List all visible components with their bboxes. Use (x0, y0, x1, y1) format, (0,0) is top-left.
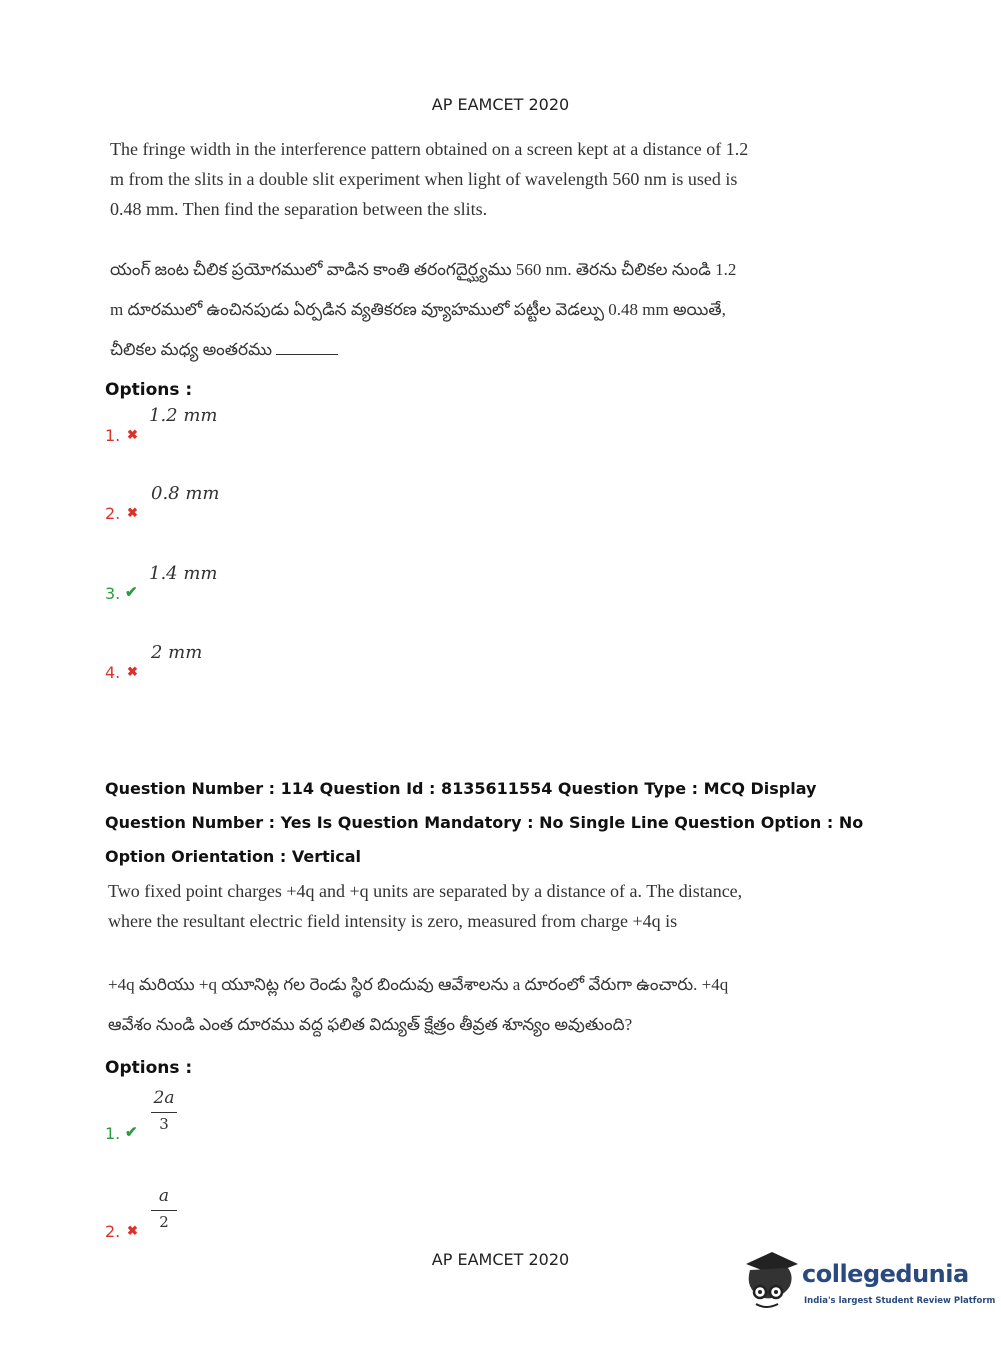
q1-option-4 (105, 642, 405, 682)
page-header: AP EAMCET 2020 (431, 95, 570, 114)
q1-option-2 (105, 483, 405, 523)
logo-tagline: India's largest Student Review Platform (804, 1296, 996, 1306)
option-value: 1.2 mm (149, 405, 218, 426)
answer-blank (276, 338, 338, 355)
fraction-denominator: 3 (159, 1115, 169, 1133)
options-heading-2: Options : (105, 1058, 193, 1078)
check-icon: ✔ (125, 1124, 138, 1141)
check-icon: ✔ (125, 584, 138, 601)
question-2-meta: Question Number : 114 Question Id : 8135611554 Question Type : MCQ Display Question Number : Yes Is Question Mandatory : No Single Line Question Option : No Option Orientation : Vertical (105, 779, 864, 866)
option-number: 3. (105, 584, 121, 603)
q2-option-1 (105, 1088, 405, 1143)
fraction-bar (151, 1210, 177, 1211)
cross-icon: ✖ (127, 664, 138, 679)
option-number: 4. (105, 663, 121, 682)
fraction-bar (151, 1112, 177, 1113)
cross-icon: ✖ (127, 1223, 138, 1238)
option-value: 1.4 mm (149, 563, 218, 584)
fraction (149, 1186, 179, 1231)
question-1-telugu (110, 250, 750, 370)
page-footer: AP EAMCET 2020 (431, 1250, 570, 1269)
q1-option-1 (105, 405, 405, 445)
option-number: 2. (105, 504, 121, 523)
q2-option-2 (105, 1186, 405, 1241)
cross-icon: ✖ (127, 505, 138, 520)
question-2-telugu: +4q మరియు +q యూనిట్ల గల రెండు స్థిర బిందువు ఆవేశాలను a దూరంలో వేరుగా ఉంచారు. +4q ఆవేశం నుండి ఎంత దూరము వద్ద ఫలిత విద్యుత్ క్షేత్రం తీవ్రత శూన్యం అవుతుంది? (108, 975, 729, 1034)
mascot-icon (742, 1250, 800, 1320)
options-heading-1: Options : (105, 380, 193, 400)
option-number: 2. (105, 1222, 121, 1241)
option-value: 0.8 mm (151, 483, 220, 504)
collegedunia-logo (742, 1250, 996, 1320)
fraction-denominator: 2 (159, 1213, 169, 1231)
fraction-numerator: 2a (153, 1088, 175, 1108)
cross-icon: ✖ (127, 427, 138, 442)
q1-option-3 (105, 563, 405, 603)
option-value: 2 mm (151, 642, 203, 663)
fraction (149, 1088, 179, 1133)
question-2-english: Two fixed point charges +4q and +q units are separated by a distance of a. The distance, where the resultant electric field intensity is zero, measured from charge +4q is (108, 881, 743, 931)
question-1-english: The fringe width in the interference pattern obtained on a screen kept at a distance of 1.2 m from the slits in a double slit experiment when light of wavelength 560 nm is used is 0.48 mm. Then find the separation between the slits. (110, 139, 749, 219)
fraction-numerator: a (158, 1186, 170, 1206)
option-number: 1. (105, 426, 121, 445)
question-1-telugu-text: యంగ్ జంట చీలిక ప్రయోగములో వాడిన కాంతి తరంగదైర్ఘ్యము 560 nm. తెరను చీలికల నుండి 1.2 m దూరములో ఉంచినపుడు ఏర్పడిన వ్యతికరణ వ్యూహములో పట్టీల వెడల్పు 0.48 mm అయితే, చీలికల మధ్య అంతరము (110, 260, 737, 359)
logo-name: collegedunia (802, 1260, 969, 1288)
option-number: 1. (105, 1124, 121, 1143)
